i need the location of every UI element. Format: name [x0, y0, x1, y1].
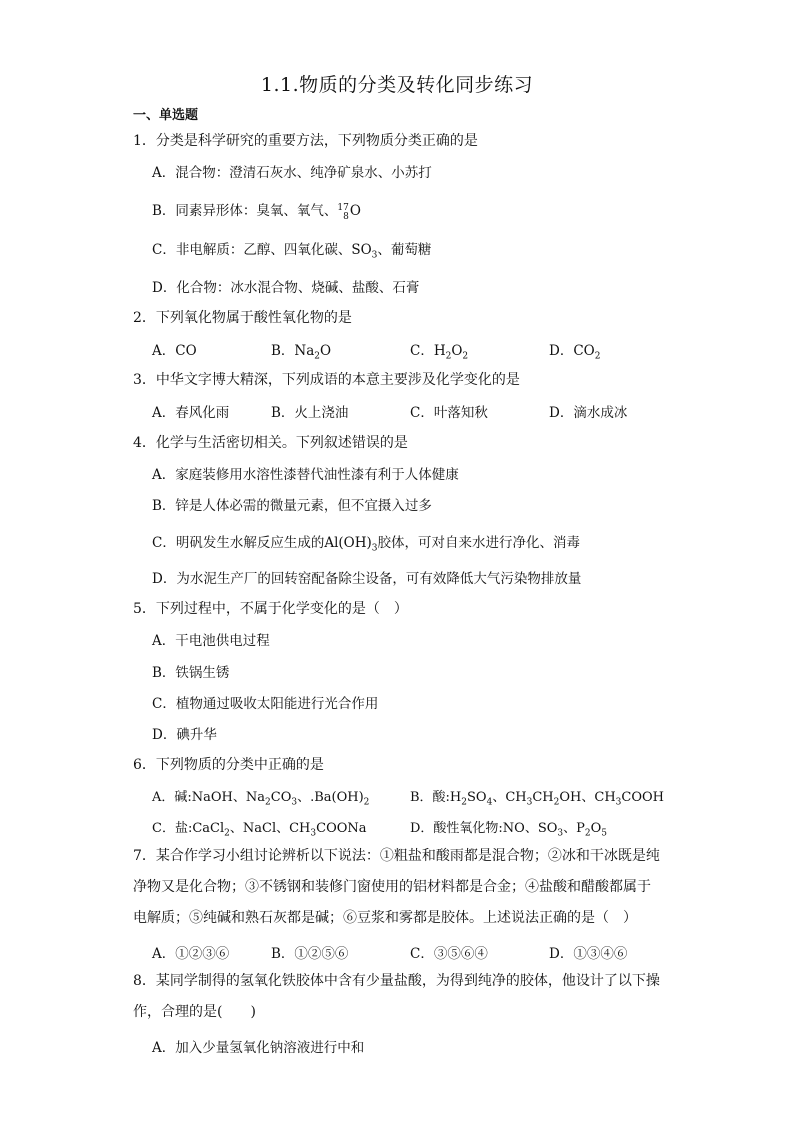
- question-2-option-b: B．$Na_2O$: [271, 343, 332, 362]
- question-2-option-c: C．$H_2O_2$: [410, 343, 469, 362]
- question-7-option-a: A．①②③⑥: [152, 946, 230, 962]
- page-title: 1.1.物质的分类及转化同步练习: [260, 74, 534, 96]
- question-1-option-c: C．非电解质：乙醇、四氧化碳、$SO_3$、葡萄糖: [152, 242, 432, 261]
- question-8-stem: 8．某同学制得的氢氧化铁胶体中含有少量盐酸，为得到纯净的胶体，他设计了以下操作，合理的是( ): [133, 973, 660, 1020]
- question-3-option-c: C．叶落知秋: [410, 405, 488, 421]
- question-2-option-a: A．CO: [152, 343, 197, 359]
- question-2-stem: 2．下列氧化物属于酸性氧化物的是: [133, 310, 352, 326]
- question-4-option-d: D．为水泥生产厂的回转窑配备除尘设备，可有效降低大气污染物排放量: [152, 571, 582, 587]
- question-4-option-b: B．锌是人体必需的微量元素，但不宜摄入过多: [152, 498, 432, 514]
- question-5-option-a: A．干电池供电过程: [152, 633, 270, 649]
- question-3-stem: 3．中华文字博大精深，下列成语的本意主要涉及化学变化的是: [133, 372, 520, 388]
- question-7-option-d: D．①③④⑥: [549, 946, 628, 962]
- question-6-option-d: D．酸性氧化物:NO、$SO_3$、$P_2O_5$: [410, 821, 608, 839]
- question-8-option-a: A．加入少量氢氧化钠溶液进行中和: [152, 1040, 365, 1056]
- question-1-option-d: D．化合物：冰水混合物、烧碱、盐酸、石膏: [152, 280, 420, 296]
- question-5-stem: 5．下列过程中，不属于化学变化的是（ ）: [133, 601, 408, 617]
- question-6-option-a: A．碱:NaOH、$Na_2CO_3$、$.Ba(OH)_2$: [152, 790, 370, 808]
- question-1-option-a: A．混合物：澄清石灰水、纯净矿泉水、小苏打: [152, 165, 432, 181]
- question-5-option-d: D．碘升华: [152, 727, 217, 743]
- question-1-option-b: B．同素异形体：臭氧、氧气、17 8O: [152, 203, 361, 222]
- question-1-stem: 1．分类是科学研究的重要方法，下列物质分类正确的是: [133, 133, 478, 149]
- question-6-option-b: B．酸$:H_2SO_4$、$CH_3CH_2OH$、$CH_3COOH$: [410, 790, 665, 808]
- question-4-stem: 4．化学与生活密切相关。下列叙述错误的是: [133, 435, 408, 451]
- question-3-option-a: A．春风化雨: [152, 405, 230, 421]
- question-3-option-d: D．滴水成冰: [549, 405, 628, 421]
- question-4-option-c: C．明矾发生水解反应生成的$Al(OH)_3$胶体，可对自来水进行净化、消毒: [152, 535, 581, 554]
- question-2-option-d: D．$CO_2$: [549, 343, 601, 362]
- question-7-stem: 7．某合作学习小组讨论辨析以下说法：①粗盐和酸雨都是混合物；②冰和干冰既是纯净物又是化合物；③不锈钢和装修门窗使用的铝材料都是合金；④盐酸和醋酸都属于电解质；⑤纯碱和熟石灰都是碱；⑥豆浆和雾都是胶体。上述说法正确的是（ ）: [133, 848, 660, 926]
- question-6-option-c: C．盐:CaCl$_2$、NaCl、$CH_3COONa$: [152, 821, 367, 839]
- question-7-option-c: C．③⑤⑥④: [410, 946, 488, 962]
- isotope-notation: 17 8: [337, 203, 349, 222]
- question-7-option-b: B．①②⑤⑥: [271, 946, 349, 962]
- question-5-option-c: C．植物通过吸收太阳能进行光合作用: [152, 696, 379, 712]
- question-6-stem: 6．下列物质的分类中正确的是: [133, 757, 324, 773]
- question-5-option-b: B．铁锅生锈: [152, 665, 230, 681]
- section-heading: 一、单选题: [133, 108, 199, 123]
- question-4-option-a: A．家庭装修用水溶性漆替代油性漆有利于人体健康: [152, 467, 459, 483]
- question-3-option-b: B．火上浇油: [271, 405, 349, 421]
